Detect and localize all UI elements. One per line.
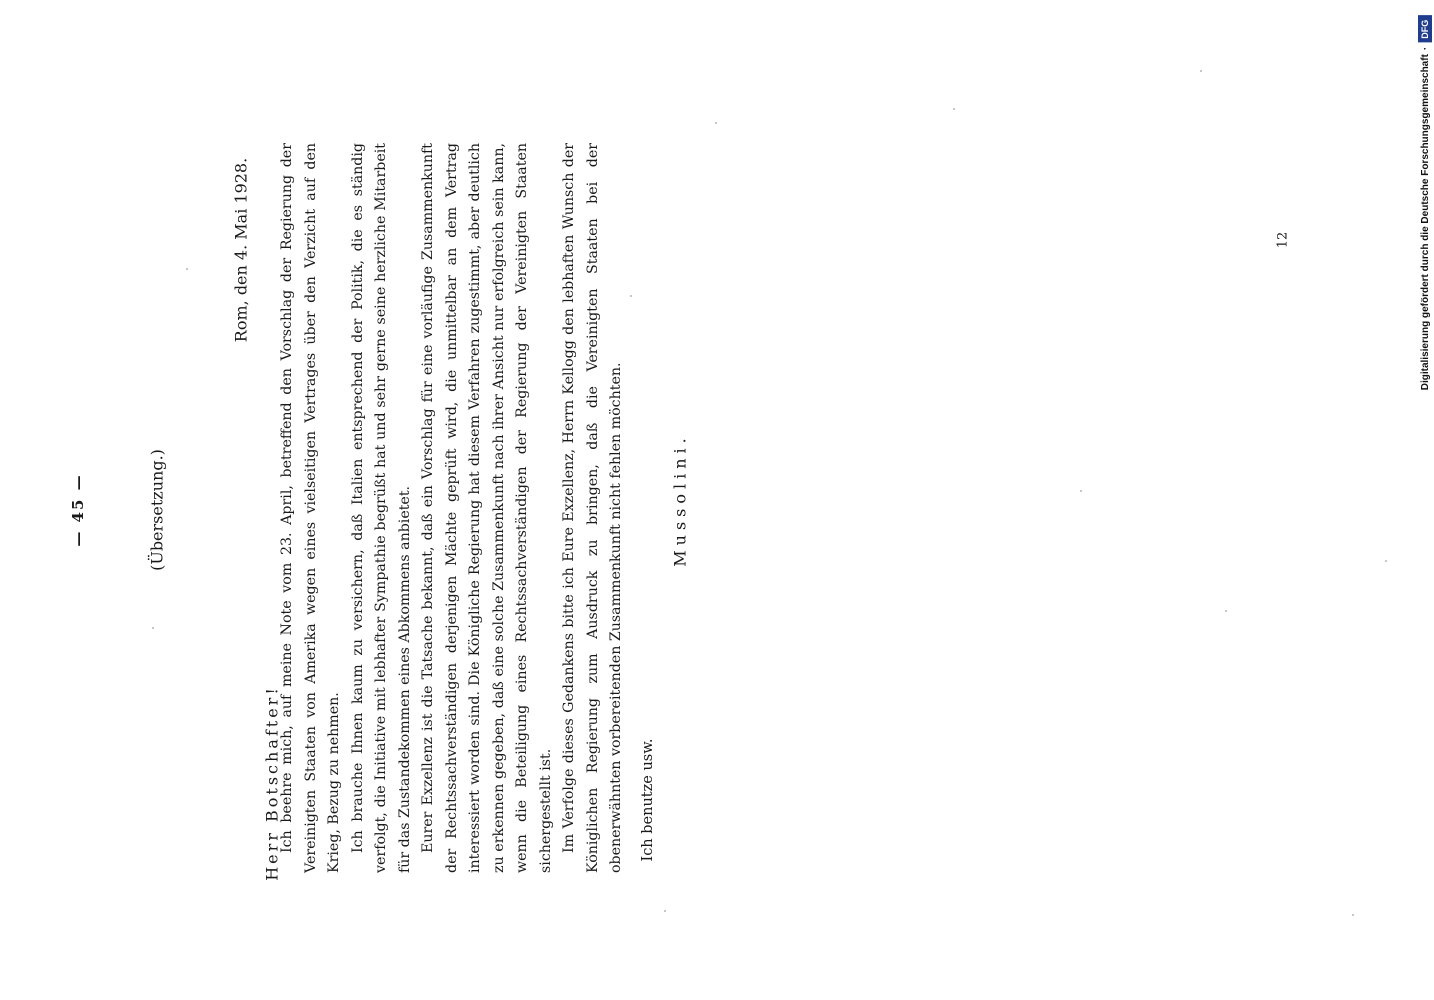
document-title: (Übersetzung.) xyxy=(147,449,167,571)
scan-speck xyxy=(715,122,717,124)
paragraph: Ich brauche Ihnen kaum zu versichern, daß Italien entsprechend der Politik, die es ständig verfolgt, die Initiative mit lebhafter Sympathie begrüßt hat und sehr gerne seine herzliche Mitarbeit für das Zustandekommen eines Abkommens anbietet. xyxy=(349,143,413,873)
dfg-logo: DFG xyxy=(1418,16,1432,43)
scan-speck xyxy=(630,295,632,297)
paragraph: Im Verfolge dieses Gedankens bitte ich Eure Exzellenz, Herrn Kellogg den lebhaften Wunsch der Königlichen Regierung zum Ausdruck zu bringen, daß die Vereinigten Staaten bei der obenerwähnten vorbereitenden Zusammenkunft nicht fehlen möchten. xyxy=(560,143,624,873)
scan-speck xyxy=(1225,610,1227,612)
credit-text: Digitalisierung gefördert durch die Deutsche Forschungsgemeinschaft xyxy=(1419,54,1431,391)
date-line: Rom, den 4. Mai 1928. xyxy=(231,157,251,343)
paragraph: Eurer Exzellenz ist die Tatsache bekannt, daß ein Vorschlag für eine vorläufige Zusammenkunft der Rechtssachverständigen derjenigen Mächte geprüft wird, die unmittelbar an dem Vertrag interessiert worden sind. Die Königliche Regierung hat diesem Verfahren zugestimmt, aber deutlich zu erkennen gegeben, daß eine solche Zusammenkunft nach ihrer Ansicht nur erfolgreich sein kann, wenn die Beteiligung eines Rechtssachverständigen der Regierung der Vereinigten Staaten sichergestellt ist. xyxy=(419,143,554,873)
closing-line: Ich benutze usw. xyxy=(640,738,656,862)
scan-speck xyxy=(1080,490,1082,492)
side-page-number: 12 xyxy=(1275,231,1291,249)
digitization-credit: Digitalisierung gefördert durch die Deutsche Forschungsgemeinschaft · DFG xyxy=(1415,8,1434,398)
paragraph: Ich beehre mich, auf meine Note vom 23. April, betreffend den Vorschlag der Regierung der Vereinigten Staaten von Amerika wegen eines vielseitigen Vertrages über den Verzicht auf den Krieg, Bezug zu nehmen. xyxy=(278,143,342,873)
scan-speck xyxy=(664,910,666,912)
scan-speck xyxy=(953,108,955,110)
salutation: Herr Botschafter! xyxy=(262,685,282,881)
scan-speck xyxy=(152,627,154,629)
scan-speck xyxy=(1385,560,1387,562)
scan-speck xyxy=(186,268,188,270)
scan-speck xyxy=(1200,70,1202,72)
letter-body xyxy=(276,143,629,873)
page-number: — 45 — xyxy=(69,473,87,547)
scan-speck xyxy=(1352,914,1354,916)
signature: Mussolini. xyxy=(670,433,690,567)
